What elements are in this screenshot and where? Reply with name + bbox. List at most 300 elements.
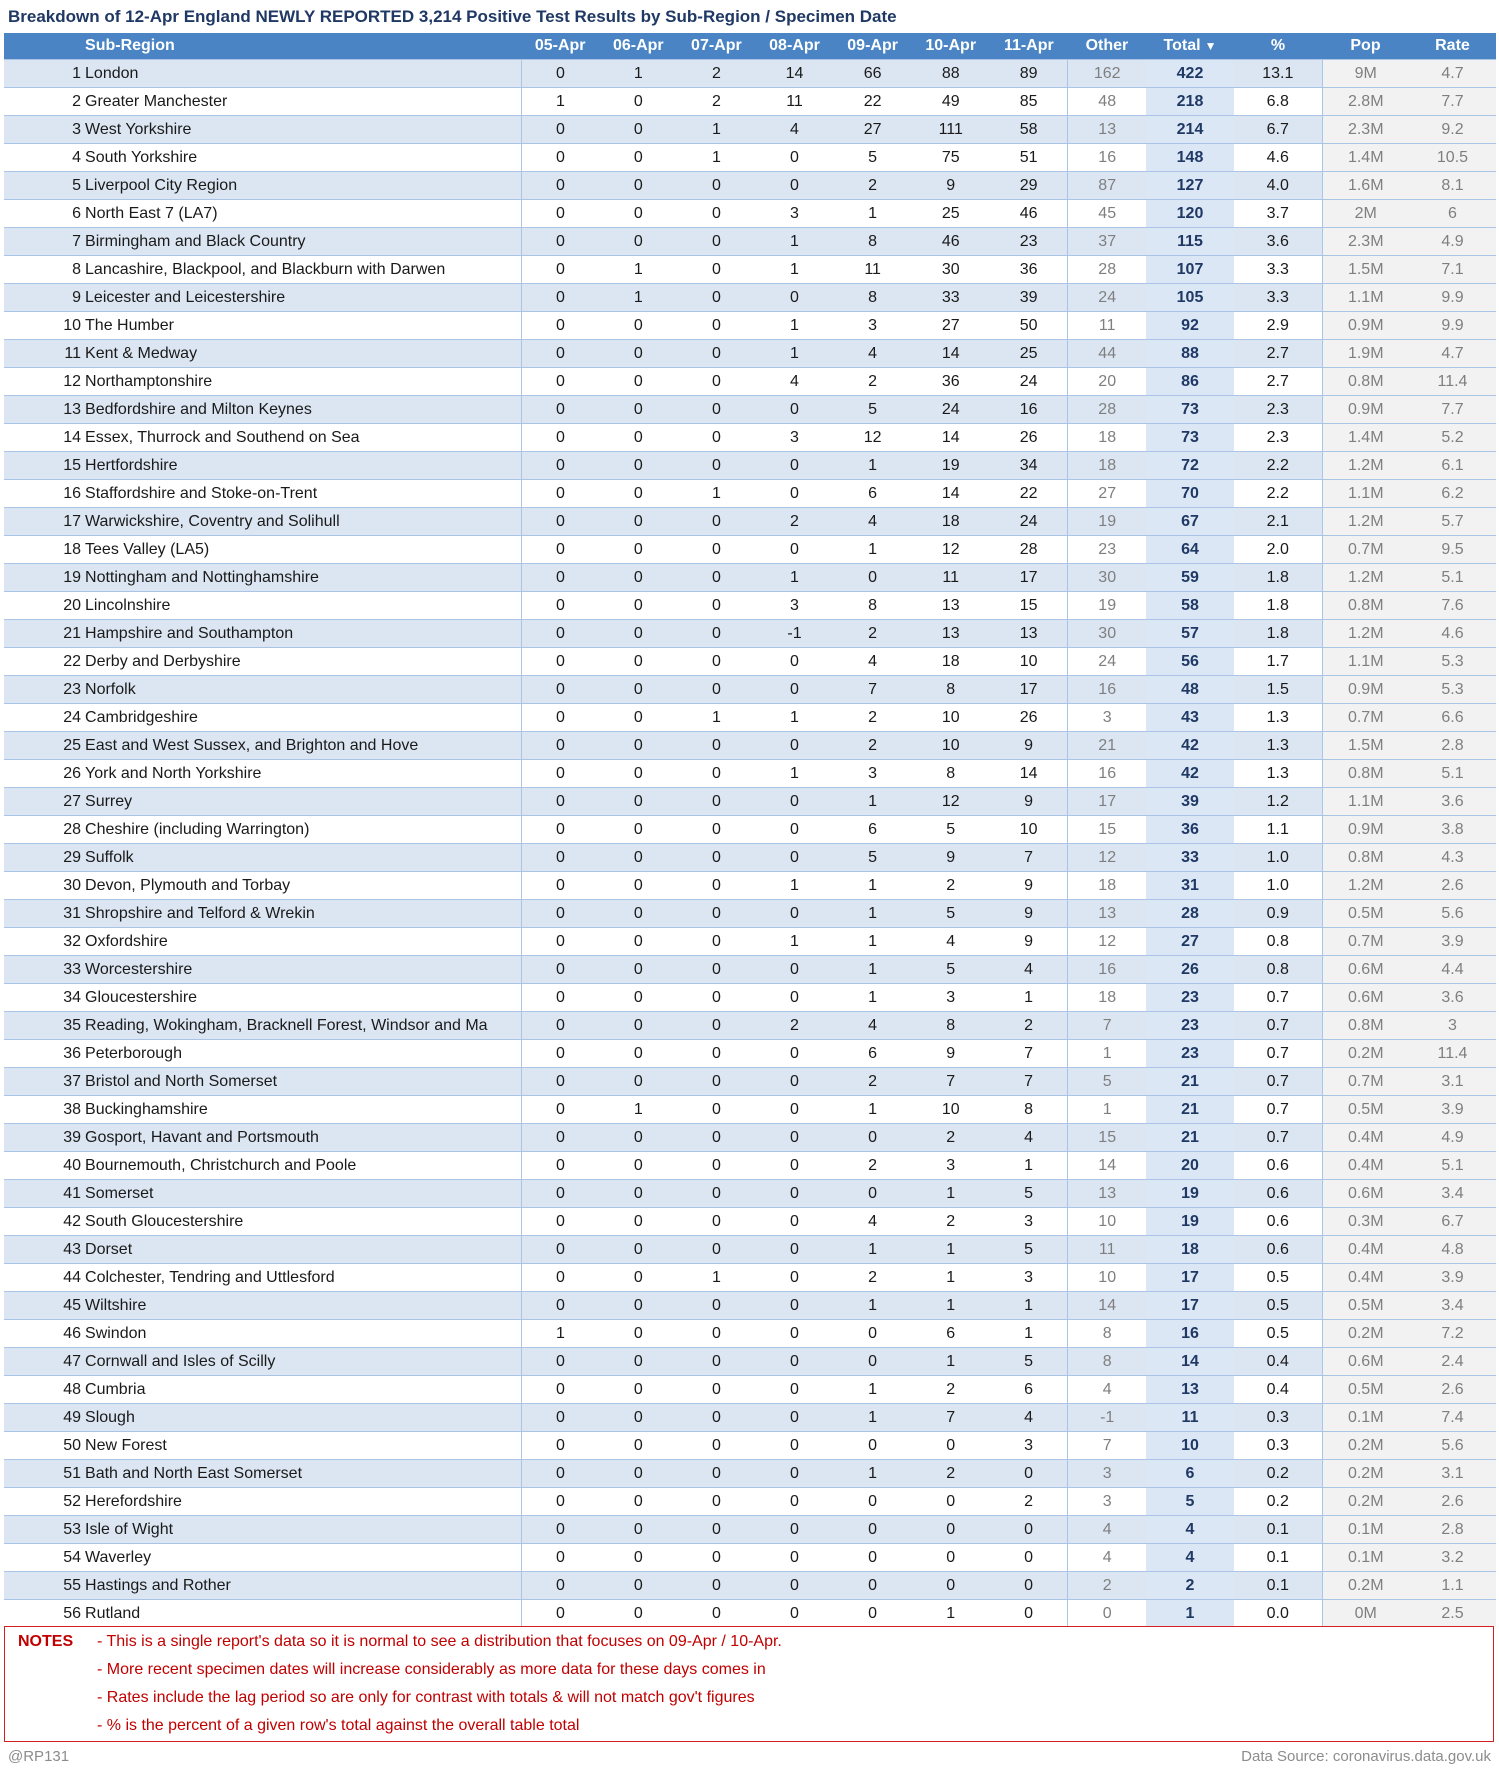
percent-cell: 0.7	[1234, 1012, 1322, 1040]
count-11-apr: 3	[990, 1264, 1068, 1292]
count-06-apr: 0	[599, 1040, 677, 1068]
rate-cell: 2.4	[1409, 1348, 1496, 1376]
total-header[interactable]	[1146, 33, 1234, 60]
population-cell: 0M	[1322, 1600, 1409, 1628]
count-10-apr: 1	[912, 1348, 990, 1376]
population-cell: 1.2M	[1322, 452, 1409, 480]
subregion-name: Cambridgeshire	[81, 704, 521, 732]
subregion-header[interactable]: Sub-Region	[81, 33, 521, 60]
percent-cell: 0.1	[1234, 1516, 1322, 1544]
population-cell: 0.2M	[1322, 1460, 1409, 1488]
count-10-apr: 13	[912, 620, 990, 648]
note-line: - Rates include the lag period so are only for contrast with totals & will not match gov't figures	[97, 1689, 755, 1706]
table-row[interactable]	[4, 816, 1496, 844]
table-row[interactable]	[4, 256, 1496, 284]
subregion-name: Isle of Wight	[81, 1516, 521, 1544]
count-09-apr: 4	[834, 648, 912, 676]
row-rank: 21	[4, 620, 81, 648]
table-row[interactable]	[4, 564, 1496, 592]
table-row[interactable]	[4, 1544, 1496, 1572]
count-11-apr: 9	[990, 872, 1068, 900]
count-06-apr: 1	[599, 256, 677, 284]
note-line: - This is a single report's data so it is normal to see a distribution that focuses on 09-Apr / 10-Apr.	[97, 1633, 782, 1650]
rate-cell: 4.4	[1409, 956, 1496, 984]
count-other: 45	[1068, 200, 1146, 228]
rate-cell: 11.4	[1409, 1040, 1496, 1068]
count-other: 44	[1068, 340, 1146, 368]
rate-cell: 7.6	[1409, 592, 1496, 620]
count-07-apr: 0	[677, 1516, 755, 1544]
population-cell: 1.4M	[1322, 144, 1409, 172]
count-other: 16	[1068, 676, 1146, 704]
count-08-apr: 0	[755, 144, 833, 172]
row-rank: 7	[4, 228, 81, 256]
total-cell: 107	[1146, 256, 1234, 284]
count-07-apr: 0	[677, 172, 755, 200]
table-row[interactable]	[4, 60, 1496, 88]
count-08-apr: 1	[755, 312, 833, 340]
count-other: 4	[1068, 1544, 1146, 1572]
table-row[interactable]	[4, 1320, 1496, 1348]
subregion-name: Leicester and Leicestershire	[81, 284, 521, 312]
count-09-apr: 6	[834, 816, 912, 844]
population-cell: 1.9M	[1322, 340, 1409, 368]
count-05-apr: 0	[521, 592, 599, 620]
table-row[interactable]	[4, 620, 1496, 648]
total-cell: 18	[1146, 1236, 1234, 1264]
table-row[interactable]	[4, 1572, 1496, 1600]
count-08-apr: 0	[755, 1180, 833, 1208]
count-06-apr: 0	[599, 1264, 677, 1292]
count-11-apr: 17	[990, 676, 1068, 704]
percent-cell: 4.0	[1234, 172, 1322, 200]
percent-cell: 0.0	[1234, 1600, 1322, 1628]
count-05-apr: 0	[521, 704, 599, 732]
population-cell: 0.5M	[1322, 1096, 1409, 1124]
count-06-apr: 1	[599, 284, 677, 312]
count-05-apr: 0	[521, 1292, 599, 1320]
count-07-apr: 1	[677, 704, 755, 732]
count-11-apr: 36	[990, 256, 1068, 284]
table-row[interactable]	[4, 1376, 1496, 1404]
count-05-apr: 0	[521, 1208, 599, 1236]
count-07-apr: 0	[677, 536, 755, 564]
count-11-apr: 0	[990, 1516, 1068, 1544]
population-cell: 2.3M	[1322, 116, 1409, 144]
count-06-apr: 1	[599, 60, 677, 88]
date-header-06-apr[interactable]: 06-Apr	[599, 33, 677, 60]
count-06-apr: 0	[599, 1600, 677, 1628]
table-row[interactable]	[4, 396, 1496, 424]
percent-cell: 2.2	[1234, 480, 1322, 508]
table-row[interactable]	[4, 704, 1496, 732]
count-other: 17	[1068, 788, 1146, 816]
table-row[interactable]	[4, 648, 1496, 676]
count-other: 87	[1068, 172, 1146, 200]
count-10-apr: 12	[912, 788, 990, 816]
count-other: 19	[1068, 592, 1146, 620]
percent-cell: 1.3	[1234, 732, 1322, 760]
count-other: 27	[1068, 480, 1146, 508]
count-11-apr: 5	[990, 1348, 1068, 1376]
percent-cell: 0.1	[1234, 1572, 1322, 1600]
table-row[interactable]	[4, 788, 1496, 816]
table-row[interactable]	[4, 1096, 1496, 1124]
population-cell: 1.1M	[1322, 788, 1409, 816]
count-09-apr: 4	[834, 340, 912, 368]
count-05-apr: 0	[521, 1488, 599, 1516]
rate-cell: 11.4	[1409, 368, 1496, 396]
table-row[interactable]	[4, 1152, 1496, 1180]
population-cell: 0.1M	[1322, 1516, 1409, 1544]
count-09-apr: 1	[834, 900, 912, 928]
count-07-apr: 0	[677, 1236, 755, 1264]
count-08-apr: 0	[755, 676, 833, 704]
rate-cell: 4.8	[1409, 1236, 1496, 1264]
total-cell: 17	[1146, 1292, 1234, 1320]
count-09-apr: 0	[834, 1600, 912, 1628]
percent-header[interactable]: %	[1234, 33, 1322, 60]
count-09-apr: 66	[834, 60, 912, 88]
count-06-apr: 1	[599, 1096, 677, 1124]
count-09-apr: 4	[834, 1208, 912, 1236]
population-cell: 0.2M	[1322, 1040, 1409, 1068]
count-05-apr: 0	[521, 844, 599, 872]
row-rank: 36	[4, 1040, 81, 1068]
table-row[interactable]	[4, 1432, 1496, 1460]
row-rank: 50	[4, 1432, 81, 1460]
count-06-apr: 0	[599, 900, 677, 928]
population-cell: 0.7M	[1322, 928, 1409, 956]
count-06-apr: 0	[599, 844, 677, 872]
table-row[interactable]	[4, 452, 1496, 480]
total-cell: 6	[1146, 1460, 1234, 1488]
count-11-apr: 5	[990, 1236, 1068, 1264]
total-cell: 73	[1146, 396, 1234, 424]
table-row[interactable]	[4, 340, 1496, 368]
count-10-apr: 111	[912, 116, 990, 144]
count-11-apr: 9	[990, 788, 1068, 816]
count-07-apr: 0	[677, 956, 755, 984]
total-cell: 5	[1146, 1488, 1234, 1516]
count-11-apr: 17	[990, 564, 1068, 592]
rate-cell: 8.1	[1409, 172, 1496, 200]
count-05-apr: 0	[521, 1068, 599, 1096]
count-11-apr: 8	[990, 1096, 1068, 1124]
count-06-apr: 0	[599, 816, 677, 844]
count-10-apr: 4	[912, 928, 990, 956]
table-row[interactable]	[4, 676, 1496, 704]
total-cell: 11	[1146, 1404, 1234, 1432]
table-row[interactable]	[4, 1012, 1496, 1040]
table-row[interactable]	[4, 1264, 1496, 1292]
table-row[interactable]	[4, 368, 1496, 396]
count-08-apr: 0	[755, 1096, 833, 1124]
date-header-05-apr[interactable]: 05-Apr	[521, 33, 599, 60]
table-row[interactable]	[4, 228, 1496, 256]
population-cell: 1.2M	[1322, 564, 1409, 592]
population-cell: 0.6M	[1322, 984, 1409, 1012]
table-row[interactable]	[4, 984, 1496, 1012]
population-cell: 2M	[1322, 200, 1409, 228]
count-11-apr: 85	[990, 88, 1068, 116]
count-07-apr: 0	[677, 1208, 755, 1236]
rate-cell: 3.4	[1409, 1292, 1496, 1320]
count-09-apr: 1	[834, 872, 912, 900]
count-06-apr: 0	[599, 704, 677, 732]
population-cell: 0.9M	[1322, 396, 1409, 424]
row-rank: 9	[4, 284, 81, 312]
count-06-apr: 0	[599, 1348, 677, 1376]
count-05-apr: 0	[521, 340, 599, 368]
subregion-name: Devon, Plymouth and Torbay	[81, 872, 521, 900]
count-06-apr: 0	[599, 312, 677, 340]
table-row[interactable]	[4, 88, 1496, 116]
count-08-apr: 0	[755, 900, 833, 928]
count-06-apr: 0	[599, 648, 677, 676]
count-11-apr: 7	[990, 1040, 1068, 1068]
rate-cell: 3.1	[1409, 1068, 1496, 1096]
table-row[interactable]	[4, 144, 1496, 172]
population-cell: 0.5M	[1322, 900, 1409, 928]
population-cell: 1.6M	[1322, 172, 1409, 200]
table-row[interactable]	[4, 1404, 1496, 1432]
population-cell: 0.8M	[1322, 760, 1409, 788]
row-rank: 12	[4, 368, 81, 396]
count-10-apr: 0	[912, 1516, 990, 1544]
count-other: 4	[1068, 1376, 1146, 1404]
rate-cell: 3.9	[1409, 1096, 1496, 1124]
table-row[interactable]	[4, 1348, 1496, 1376]
table-row[interactable]	[4, 1208, 1496, 1236]
count-05-apr: 0	[521, 564, 599, 592]
table-row[interactable]	[4, 1124, 1496, 1152]
count-10-apr: 7	[912, 1404, 990, 1432]
count-05-apr: 0	[521, 1152, 599, 1180]
count-other: 23	[1068, 536, 1146, 564]
count-other: 16	[1068, 956, 1146, 984]
count-07-apr: 0	[677, 1320, 755, 1348]
count-08-apr: 0	[755, 396, 833, 424]
count-10-apr: 6	[912, 1320, 990, 1348]
count-10-apr: 27	[912, 312, 990, 340]
rate-cell: 9.9	[1409, 312, 1496, 340]
population-cell: 0.6M	[1322, 956, 1409, 984]
sort-descending-icon[interactable]: ▼	[1204, 39, 1217, 53]
count-07-apr: 0	[677, 564, 755, 592]
count-other: -1	[1068, 1404, 1146, 1432]
count-other: 48	[1068, 88, 1146, 116]
table-row[interactable]	[4, 284, 1496, 312]
table-row[interactable]	[4, 872, 1496, 900]
row-rank: 15	[4, 452, 81, 480]
table-row[interactable]	[4, 536, 1496, 564]
population-cell: 0.4M	[1322, 1152, 1409, 1180]
table-row[interactable]	[4, 1460, 1496, 1488]
total-cell: 16	[1146, 1320, 1234, 1348]
rate-cell: 2.5	[1409, 1600, 1496, 1628]
subregion-name: Gosport, Havant and Portsmouth	[81, 1124, 521, 1152]
table-row[interactable]	[4, 732, 1496, 760]
count-11-apr: 1	[990, 1292, 1068, 1320]
table-row[interactable]	[4, 1180, 1496, 1208]
population-cell: 1.2M	[1322, 872, 1409, 900]
subregion-name: Hampshire and Southampton	[81, 620, 521, 648]
date-header-08-apr[interactable]: 08-Apr	[755, 33, 833, 60]
table-row[interactable]	[4, 200, 1496, 228]
total-cell: 422	[1146, 60, 1234, 88]
count-11-apr: 9	[990, 900, 1068, 928]
total-cell: 120	[1146, 200, 1234, 228]
population-cell: 0.4M	[1322, 1124, 1409, 1152]
count-08-apr: 0	[755, 816, 833, 844]
table-row[interactable]	[4, 1068, 1496, 1096]
count-08-apr: 1	[755, 564, 833, 592]
count-08-apr: 0	[755, 1236, 833, 1264]
table-row[interactable]	[4, 312, 1496, 340]
count-08-apr: 0	[755, 1348, 833, 1376]
count-07-apr: 0	[677, 1096, 755, 1124]
rate-cell: 6.2	[1409, 480, 1496, 508]
count-06-apr: 0	[599, 620, 677, 648]
rate-header[interactable]: Rate	[1409, 33, 1496, 60]
date-header-07-apr[interactable]: 07-Apr	[677, 33, 755, 60]
other-header[interactable]: Other	[1068, 33, 1146, 60]
total-cell: 115	[1146, 228, 1234, 256]
count-06-apr: 0	[599, 1376, 677, 1404]
table-row[interactable]	[4, 508, 1496, 536]
count-06-apr: 0	[599, 200, 677, 228]
table-row[interactable]	[4, 1236, 1496, 1264]
table-row[interactable]	[4, 956, 1496, 984]
table-row[interactable]	[4, 116, 1496, 144]
subregion-name: The Humber	[81, 312, 521, 340]
rate-cell: 6.1	[1409, 452, 1496, 480]
row-rank: 33	[4, 956, 81, 984]
rate-cell: 7.1	[1409, 256, 1496, 284]
population-cell: 0.7M	[1322, 704, 1409, 732]
percent-cell: 3.3	[1234, 256, 1322, 284]
subregion-name: Greater Manchester	[81, 88, 521, 116]
table-row[interactable]	[4, 760, 1496, 788]
subregion-name: Nottingham and Nottinghamshire	[81, 564, 521, 592]
table-row[interactable]	[4, 900, 1496, 928]
date-header-10-apr[interactable]: 10-Apr	[912, 33, 990, 60]
count-06-apr: 0	[599, 1488, 677, 1516]
count-11-apr: 7	[990, 1068, 1068, 1096]
population-cell: 0.9M	[1322, 676, 1409, 704]
row-rank: 17	[4, 508, 81, 536]
total-cell: 17	[1146, 1264, 1234, 1292]
count-11-apr: 4	[990, 1124, 1068, 1152]
rate-cell: 3.6	[1409, 984, 1496, 1012]
total-cell: 148	[1146, 144, 1234, 172]
population-header[interactable]: Pop	[1322, 33, 1409, 60]
count-10-apr: 7	[912, 1068, 990, 1096]
count-05-apr: 0	[521, 60, 599, 88]
table-row[interactable]	[4, 172, 1496, 200]
subregion-name: Derby and Derbyshire	[81, 648, 521, 676]
subregion-name: Bath and North East Somerset	[81, 1460, 521, 1488]
count-06-apr: 0	[599, 88, 677, 116]
population-cell: 0.5M	[1322, 1292, 1409, 1320]
population-cell: 1.5M	[1322, 732, 1409, 760]
row-rank: 44	[4, 1264, 81, 1292]
row-rank: 54	[4, 1544, 81, 1572]
subregion-name: Northamptonshire	[81, 368, 521, 396]
count-other: 1	[1068, 1040, 1146, 1068]
table-row[interactable]	[4, 1040, 1496, 1068]
subregion-name: Herefordshire	[81, 1488, 521, 1516]
count-06-apr: 0	[599, 1516, 677, 1544]
count-11-apr: 4	[990, 1404, 1068, 1432]
subregion-name: Cumbria	[81, 1376, 521, 1404]
row-rank: 47	[4, 1348, 81, 1376]
count-06-apr: 0	[599, 536, 677, 564]
count-11-apr: 2	[990, 1012, 1068, 1040]
percent-cell: 0.2	[1234, 1488, 1322, 1516]
count-09-apr: 27	[834, 116, 912, 144]
count-08-apr: 0	[755, 648, 833, 676]
population-cell: 1.5M	[1322, 256, 1409, 284]
count-05-apr: 0	[521, 1124, 599, 1152]
count-08-apr: 1	[755, 256, 833, 284]
table-row[interactable]	[4, 424, 1496, 452]
count-06-apr: 0	[599, 1236, 677, 1264]
table-row[interactable]	[4, 844, 1496, 872]
percent-cell: 2.2	[1234, 452, 1322, 480]
table-row[interactable]	[4, 1292, 1496, 1320]
table-row[interactable]	[4, 928, 1496, 956]
percent-cell: 0.6	[1234, 1152, 1322, 1180]
table-row[interactable]	[4, 1488, 1496, 1516]
total-cell: 23	[1146, 1012, 1234, 1040]
count-05-apr: 0	[521, 760, 599, 788]
count-07-apr: 0	[677, 648, 755, 676]
subregion-name: Birmingham and Black Country	[81, 228, 521, 256]
count-05-apr: 0	[521, 1236, 599, 1264]
count-other: 8	[1068, 1348, 1146, 1376]
table-row[interactable]	[4, 1600, 1496, 1628]
count-other: 20	[1068, 368, 1146, 396]
count-05-apr: 0	[521, 1264, 599, 1292]
count-10-apr: 24	[912, 396, 990, 424]
date-header-11-apr[interactable]: 11-Apr	[990, 33, 1068, 60]
count-08-apr: 0	[755, 1572, 833, 1600]
row-rank: 41	[4, 1180, 81, 1208]
row-rank: 24	[4, 704, 81, 732]
total-cell: 27	[1146, 928, 1234, 956]
table-row[interactable]	[4, 1516, 1496, 1544]
count-05-apr: 0	[521, 648, 599, 676]
date-header-09-apr[interactable]: 09-Apr	[834, 33, 912, 60]
population-cell: 0.7M	[1322, 536, 1409, 564]
count-05-apr: 0	[521, 620, 599, 648]
table-row[interactable]	[4, 592, 1496, 620]
table-row[interactable]	[4, 480, 1496, 508]
count-08-apr: 0	[755, 788, 833, 816]
count-06-apr: 0	[599, 396, 677, 424]
count-10-apr: 3	[912, 984, 990, 1012]
count-06-apr: 0	[599, 1572, 677, 1600]
total-cell: 19	[1146, 1180, 1234, 1208]
count-11-apr: 6	[990, 1376, 1068, 1404]
count-07-apr: 0	[677, 1124, 755, 1152]
row-rank: 51	[4, 1460, 81, 1488]
count-11-apr: 50	[990, 312, 1068, 340]
count-05-apr: 0	[521, 312, 599, 340]
count-06-apr: 0	[599, 1152, 677, 1180]
